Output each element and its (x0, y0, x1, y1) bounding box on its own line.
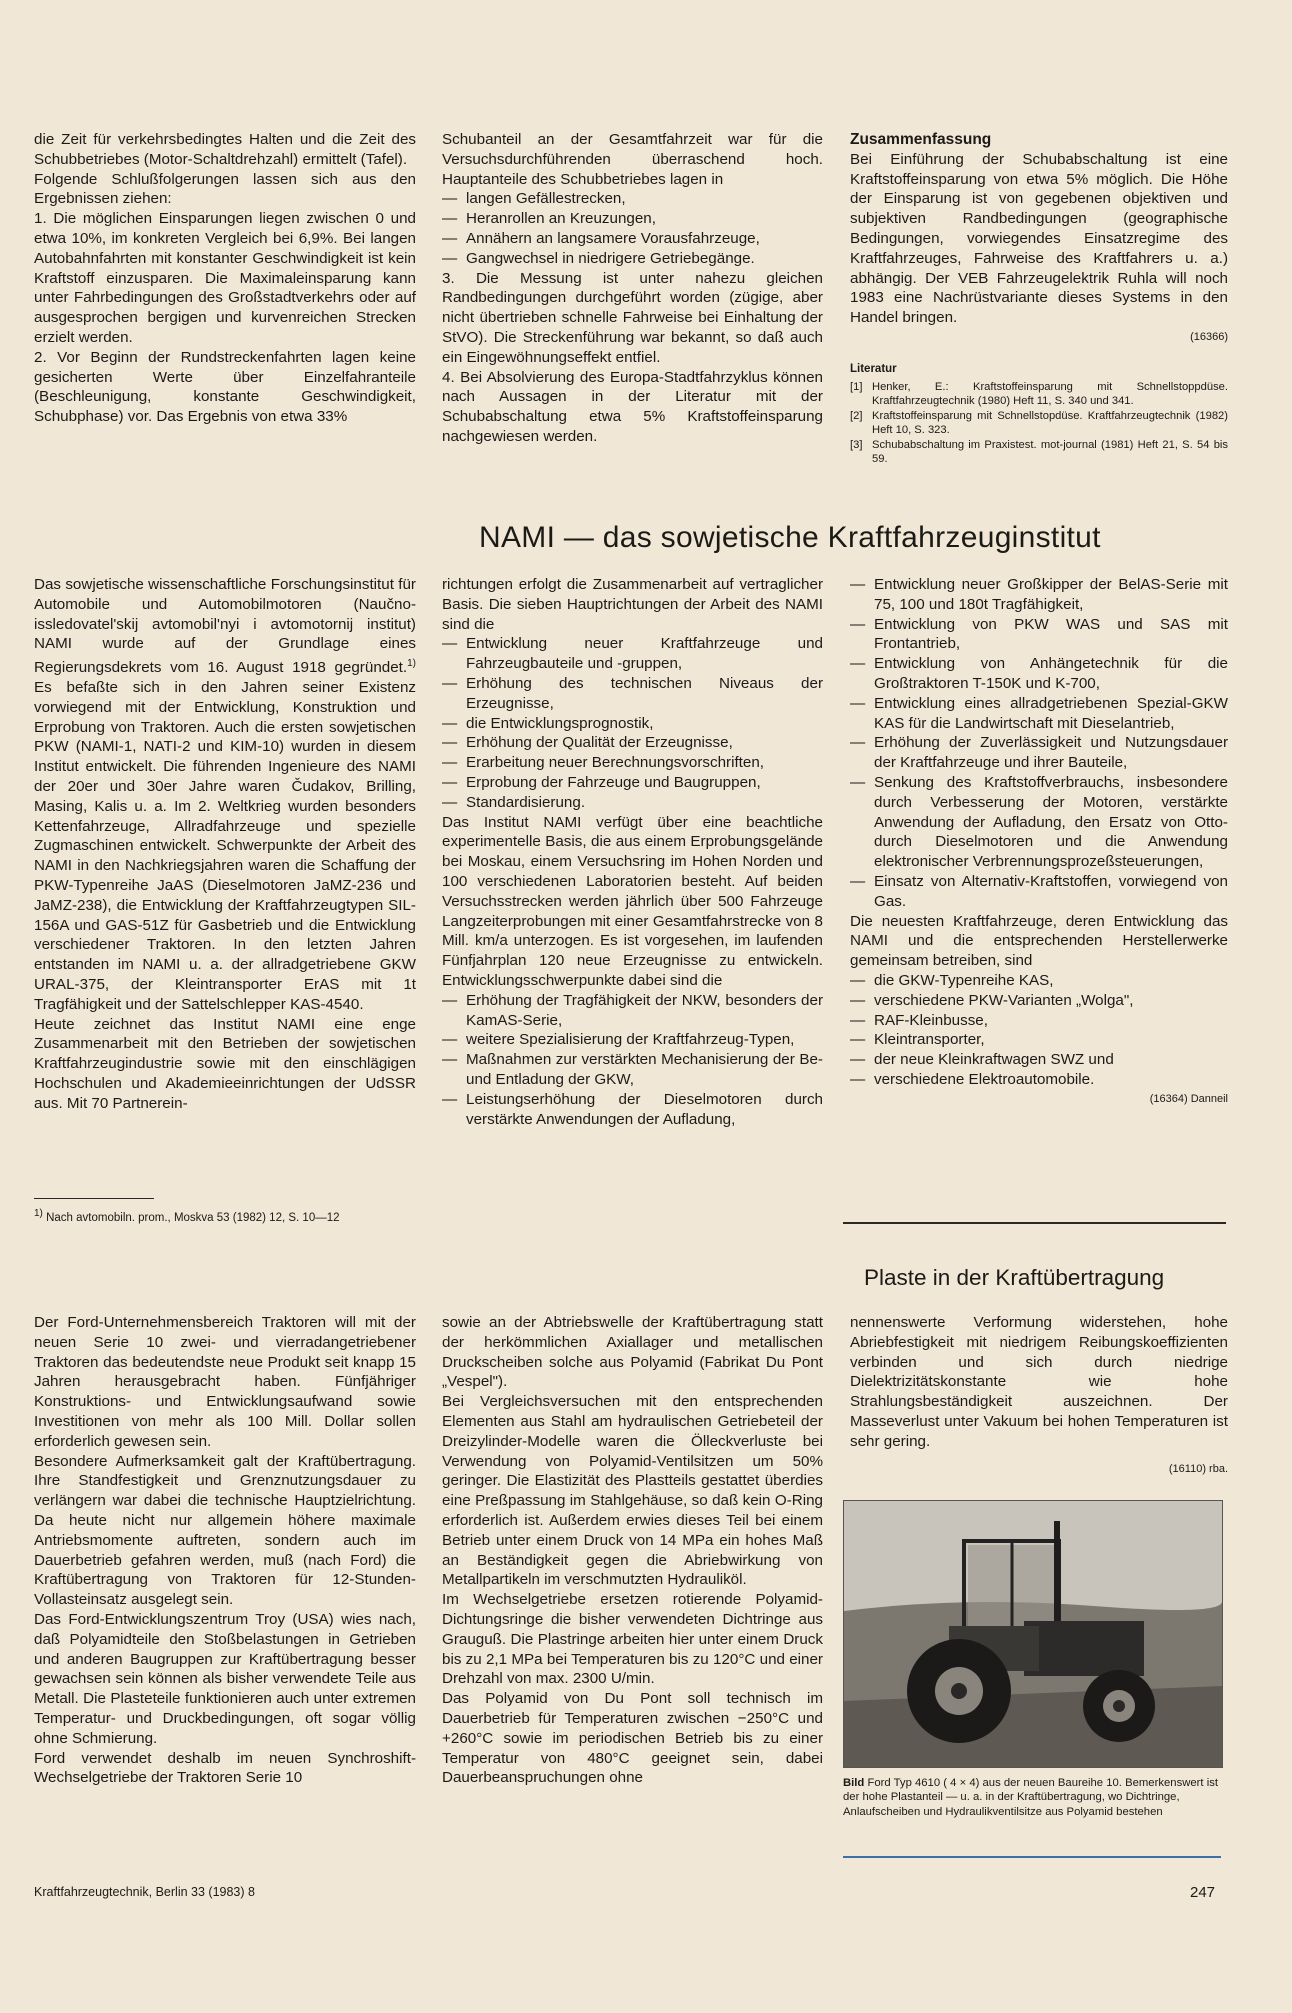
list-item: — Heranrollen an Kreuzungen, (442, 209, 823, 229)
list-item: — Entwicklung von PKW WAS und SAS mit Frontantrieb, (850, 615, 1228, 655)
top-column-3 (850, 130, 1228, 467)
nami-column-1 (34, 575, 416, 1114)
list-item: — Maßnahmen zur verstärkten Mechanisierung der Be- und Entladung der GKW, (442, 1050, 823, 1090)
paragraph: Der Ford-Unternehmensbereich Traktoren will mit der neuen Serie 10 zwei- und vierradangetriebener Traktoren das bedeutendste neue Produkt seit knapp 15 Jahren herausgebracht haben. Fünfjähriger Konstruktions- und Entwicklungsaufwand sowie Investitionen von mehr als 100 Mill. Dollar sollen erforderlich gewesen sein. (34, 1314, 416, 1450)
list-item: — Erhöhung des technischen Niveaus der Erzeugnisse, (442, 674, 823, 714)
list-item: — Gangwechsel in niedrigere Getriebegänge. (442, 249, 823, 269)
literature-item: [2] Kraftstoffeinsparung mit Schnellstopdüse. Kraftfahrzeugtechnik (1982) Heft 10, S. 323. (850, 409, 1228, 438)
list-item: — weitere Spezialisierung der Kraftfahrzeug-Typen, (442, 1030, 823, 1050)
plaste-column-3 (850, 1313, 1228, 1479)
list-item: — Erprobung der Fahrzeuge und Baugruppen, (442, 773, 823, 793)
journal-citation: Kraftfahrzeugtechnik, Berlin 33 (1983) 8 (34, 1885, 255, 1899)
list-item: — Erhöhung der Qualität der Erzeugnisse, (442, 733, 823, 753)
bullet-list (442, 634, 823, 812)
tractor-photo (843, 1500, 1223, 1768)
section-divider (843, 1222, 1226, 1224)
nami-article-title: NAMI — das sowjetische Kraftfahrzeuginstitut (479, 521, 1101, 554)
footnote-text: Nach avtomobiln. prom., Moskva 53 (1982) 12, S. 10—12 (46, 1211, 340, 1224)
bottom-divider (843, 1856, 1221, 1858)
footnote-divider (34, 1198, 154, 1199)
list-item: — die Entwicklungsprognostik, (442, 714, 823, 734)
paragraph: Besondere Aufmerksamkeit galt der Kraftübertragung. Ihre Standfestigkeit und Grenznutzungsdauer zu verlängern war dabei die technische Hauptzielrichtung. Da heute nicht nur allgemein höhere maximale Antriebsmomente auftreten, sondern auch im Dauerbetrieb gefahren werden, muß (nach Ford) die Kraftübertragung von Traktoren für 12-Stunden-Vollasteinsatz ausgelegt sein. (34, 1452, 416, 1609)
paragraph: Das Ford-Entwicklungszentrum Troy (USA) wies nach, daß Polyamidteile den Stoßbelastungen in Getrieben und anderen Baugruppen zur Kraftübertragung besser gewachsen sein können als bisher verwendete Teile aus Metall. Die Plasteteile funktionieren auch unter extremen Temperatur- und Druckbedingungen, oft sogar völlig ohne Schmierung. (34, 1610, 416, 1747)
reference-code: (16366) (1190, 330, 1228, 343)
paragraph: Heute zeichnet das Institut NAMI eine enge Zusammenarbeit mit den Betrieben der sowjetischen Kraftfahrzeugindustrie sowie mit den einschlägigen Hochschulen und Akademieeinrichtungen der UdSSR aus. Mit 70 Partnerein- (34, 1015, 416, 1112)
list-item: — Erhöhung der Tragfähigkeit der NKW, besonders der KamAS-Serie, (442, 991, 823, 1031)
literature-heading: Literatur (850, 362, 897, 375)
paragraph: Das Institut NAMI verfügt über eine beachtliche experimentelle Basis, die aus einem Erprobungsgelände bei Moskau, einem Versuchsring im Hohen Norden und 100 verschiedenen Laboratorien besteht. Auf beiden Versuchsstrecken werden jährlich über 500 Fahrzeuge Langzeiterprobungen mit einer Gesamtfahrstrecke von 8 Mill. km/a unterzogen. Es ist vorgesehen, im laufenden Fünfjahrplan 120 neue Erzeugnisse zu entwickeln. Entwicklungsschwerpunkte dabei sind die (442, 813, 823, 989)
caption-label: Bild (843, 1777, 865, 1789)
summary-heading: Zusammenfassung (850, 131, 992, 148)
text-run: Das sowjetische wissenschaftliche Forschungsinstitut für Automobile und Automobilmotoren (Naučno-issledovatel'skij avtomobil'nyi i avtomotornij institut) NAMI wurde auf der Grundlage eines Regierungsdekrets vom 16. August 1918 gegründet. (34, 576, 416, 677)
footnote-marker: 1) (407, 658, 416, 670)
footnote (34, 1206, 416, 1226)
reference-code: (16364) Danneil (1149, 1092, 1228, 1105)
paragraph: Das Polyamid von Du Pont soll technisch im Dauerbetrieb für Temperaturen zwischen −250°C und +260°C sowie im periodischen Betrieb bis zu einer Temperatur von 480°C geeignet sein, dabei Dauerbeanspruchungen ohne (442, 1690, 823, 1787)
reference-code: (16110) rba. (1168, 1462, 1228, 1475)
list-item: — RAF-Kleinbusse, (850, 1011, 1228, 1031)
paragraph: sowie an der Abtriebswelle der Kraftübertragung statt der herkömmlichen Axiallager und metallischen Druckscheiben solche aus Polyamid (Fabrikat Du Pont „Vespel"). (442, 1314, 823, 1391)
bullet-list (442, 991, 823, 1130)
paragraph: nennenswerte Verformung widerstehen, hohe Abriebfestigkeit mit niedrigem Reibungskoeffizienten verbinden und sich durch niedrige Dielektrizitätskonstante wie hohe Strahlungsbeständigkeit auszeichnen. Der Masseverlust unter Vakuum bei hohen Temperaturen ist sehr gering. (850, 1314, 1228, 1450)
list-item: — Entwicklung neuer Kraftfahrzeuge und Fahrzeugbauteile und -gruppen, (442, 634, 823, 674)
literature-item: [3] Schubabschaltung im Praxistest. mot-journal (1981) Heft 21, S. 54 bis 59. (850, 438, 1228, 467)
plaste-article-title: Plaste in der Kraftübertragung (864, 1265, 1165, 1290)
list-item: — der neue Kleinkraftwagen SWZ und (850, 1050, 1228, 1070)
list-item: — Senkung des Kraftstoffverbrauchs, insbesondere durch Verbesserung der Motoren, verstärkte Anwendung der Aufladung, den Ersatz von Otto- durch Dieselmotoren und die Anwendung elektronischer Verbrennungsprozeßsteuerungen, (850, 773, 1228, 872)
paragraph: Die neuesten Kraftfahrzeuge, deren Entwicklung das NAMI und die entsprechenden Herstellerwerke gemeinsam betreiben, sind (850, 912, 1228, 970)
paragraph (34, 575, 416, 1015)
list-item: — Kleintransporter, (850, 1030, 1228, 1050)
list-item: — verschiedene Elektroautomobile. (850, 1070, 1228, 1090)
plaste-column-2 (442, 1313, 823, 1788)
paragraph: Im Wechselgetriebe ersetzen rotierende Polyamid-Dichtungsringe die bisher verwendeten Dichtringe aus Grauguß. Die Plastringe arbeiten hier unter einem Druck bis zu 2,1 MPa bei Temperaturen bis zu 120°C und einer Drehzahl von max. 2300 U/min. (442, 1591, 823, 1688)
paragraph: 1. Die möglichen Einsparungen liegen zwischen 0 und etwa 10%, im konkreten Vergleich bei 6,9%. Bei langen Autobahnfahrten mit konstanter Geschwindigkeit ist kein Kraftstoff einzusparen. Die Maximaleinsparung kann unter Fahrbedingungen des Großstadtverkehrs oder auf ausgesprochen bergigen und kurvenreichen Strecken erzielt werden. (34, 210, 416, 346)
list-item: — Einsatz von Alternativ-Kraftstoffen, vorwiegend von Gas. (850, 872, 1228, 912)
summary-text: Bei Einführung der Schubabschaltung ist eine Kraftstoffeinsparung von etwa 5% möglich. Die Höhe der Einsparung ist von gegebenen objektiven und subjektiven Randbedingungen (geographische Bedingungen, vorwiegendes Einsatzregime des Kraftfahrzeuges, Fahrweise des Kraftfahrers u. a.) abhängig. Der VEB Fahrzeugelektrik Ruhla will noch 1983 eine Nachrüstvariante dieses Systems in den Handel bringen. (850, 150, 1228, 327)
list-item: — Entwicklung von Anhängetechnik für die Großtraktoren T-150K und K-700, (850, 654, 1228, 694)
list-item: — langen Gefällestrecken, (442, 189, 823, 209)
list-item: — Entwicklung eines allradgetriebenen Spezial-GKW KAS für die Landwirtschaft mit Dieselantrieb, (850, 694, 1228, 734)
tractor-illustration (844, 1501, 1222, 1767)
nami-column-2 (442, 575, 823, 1129)
bullet-list (850, 575, 1228, 912)
literature-list (850, 380, 1228, 467)
page-number: 247 (1190, 1884, 1216, 1901)
paragraph: Bei Vergleichsversuchen mit den entsprechenden Elementen aus Stahl am hydraulischen Getriebeteil der Dreizylinder-Modelle waren die Ölleckverluste bei Verwendung von Polyamid-Ventilsitzen um 50% geringer. Die Elastizität des Plastteils gestattet überdies eine Preßpassung im Stahlgehäuse, so daß kein O-Ring erforderlich ist. Außerdem erwies dieses Teil bei einem Betrieb unter einem Druck von 14 MPa ein hohes Maß an Beständigkeit gegen die Abriebwirkung von Metallpartikeln im verschmutzten Hydrauliköl. (442, 1393, 823, 1589)
paragraph: 3. Die Messung ist unter nahezu gleichen Randbedingungen durchgeführt worden (zügige, aber nicht übertrieben schnelle Fahrweise bei Einhaltung der StVO). Die Streckenführung war bekannt, so daß auch ein Eingewöhnungseffekt entfiel. (442, 269, 823, 366)
list-item: — Standardisierung. (442, 793, 823, 813)
paragraph: 4. Bei Absolvierung des Europa-Stadtfahrzyklus können nach Aussagen in der Literatur mit der Schubabschaltung etwa 5% Kraftstoffeinsparung nachgewiesen werden. (442, 368, 823, 445)
bullet-list (850, 971, 1228, 1090)
paragraph: richtungen erfolgt die Zusammenarbeit auf vertraglicher Basis. Die sieben Hauptrichtungen der Arbeit des NAMI sind die (442, 576, 823, 633)
text-run: Es befaßte sich in den Jahren seiner Existenz vorwiegend mit der Entwicklung, Konstruktion und Erprobung von Traktoren. Auch die ersten sowjetischen PKW (NAMI-1, NATI-2 und KIM-10) wurden in diesem Institut entwickelt. Die führenden Ingenieure des NAMI der 20er und 30er Jahre waren Čudakov, Brilling, Masing, Kalis u. a. Im 2. Weltkrieg wurden besonders Kettenfahrzeuge, Allradfahrzeuge und spezielle Zugmaschinen entwickelt. Schwerpunkte der Arbeit des NAMI in den Nachkriegsjahren waren die Schaffung der PKW-Typenreihe JaAS (Dieselmotoren JaMZ-236 und JaMZ-238), die Entwicklung der Kraftfahrzeugtypen SIL-156A und GAS-51Z für Gasbetrieb und die Entwicklung verschiedener Traktoren. In den letzten Jahren entstanden im NAMI u. a. der allradgetriebene GKW URAL-375, der Kleintransporter ErAS mit 1t Tragfähigkeit und der Sattelschlepper KAS-4540. (34, 679, 416, 1013)
plaste-column-1 (34, 1313, 416, 1788)
paragraph: die Zeit für verkehrsbedingtes Halten und die Zeit des Schubbetriebes (Motor-Schaltdrehzahl) ermittelt (Tafel). (34, 131, 416, 168)
caption-text: Ford Typ 4610 ( 4 × 4) aus der neuen Baureihe 10. Bemerkenswert ist der hohe Plastanteil — u. a. in der Kraftübertragung, wo Dichtringe, Anlaufscheiben und Hydraulikventilsitze aus Polyamid bestehen (843, 1777, 1218, 1818)
paragraph: Schubanteil an der Gesamtfahrzeit war für die Versuchsdurchführenden überraschend hoch. Hauptanteile des Schubbetriebes lagen in (442, 131, 823, 188)
photo-caption (843, 1776, 1223, 1819)
nami-column-3 (850, 575, 1228, 1110)
list-item: — Entwicklung neuer Großkipper der BelAS-Serie mit 75, 100 und 180t Tragfähigkeit, (850, 575, 1228, 615)
bullet-list (442, 189, 823, 268)
paragraph: Folgende Schlußfolgerungen lassen sich aus den Ergebnissen ziehen: (34, 170, 416, 208)
literature-item: [1] Henker, E.: Kraftstoffeinsparung mit Schnellstoppdüse. Kraftfahrzeugtechnik (1980) Heft 11, S. 340 und 341. (850, 380, 1228, 409)
list-item: — Leistungserhöhung der Dieselmotoren durch verstärkte Anwendungen der Aufladung, (442, 1090, 823, 1130)
top-column-1 (34, 130, 416, 427)
paragraph: 2. Vor Beginn der Rundstreckenfahrten lagen keine gesicherten Werte über Einzelfahranteile (Beschleunigung, konstante Geschwindigkeit, Schubphase) vor. Das Ergebnis von etwa 33% (34, 348, 416, 426)
list-item: — die GKW-Typenreihe KAS, (850, 971, 1228, 991)
paragraph: Ford verwendet deshalb im neuen Synchroshift-Wechselgetriebe der Traktoren Serie 10 (34, 1749, 416, 1787)
list-item: — verschiedene PKW-Varianten „Wolga", (850, 991, 1228, 1011)
footnote-marker: 1) (34, 1208, 43, 1219)
list-item: — Erarbeitung neuer Berechnungsvorschriften, (442, 753, 823, 773)
list-item: — Erhöhung der Zuverlässigkeit und Nutzungsdauer der Kraftfahrzeuge und ihrer Bauteile, (850, 733, 1228, 773)
top-column-2 (442, 130, 823, 447)
list-item: — Annähern an langsamere Vorausfahrzeuge, (442, 229, 823, 249)
